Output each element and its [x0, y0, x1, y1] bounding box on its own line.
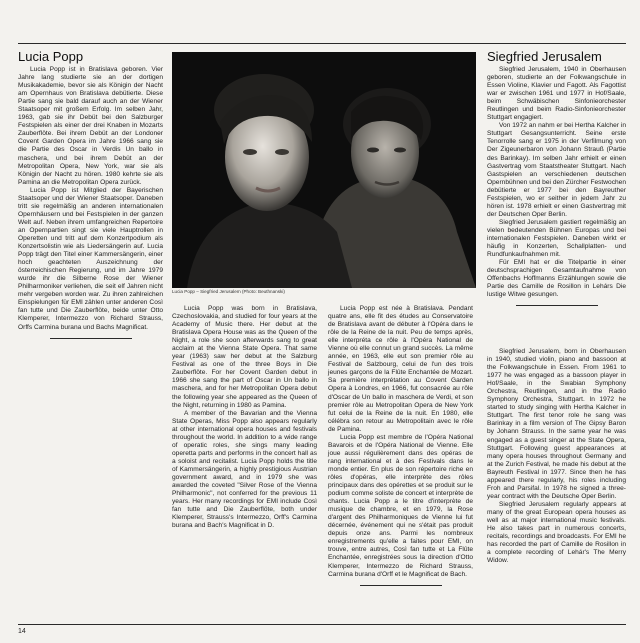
- paragraph: Lucia Popp ist in Bratislava geboren. Vier Jahre lang studierte sie an der dortigen Musikakademie, bevor sie als Königin der Nacht am Opernhaus von Bratislava debütierte. Diese Partie sang sie bald darauf auch an der Wiener Staatsoper mit großem Erfolg. Im selben Jahr, 1963, gab sie ihr Debüt bei den Salzburger Festspielen als einer der drei Knaben in Mozarts Zauberflöte. Bei ihrem Debüt an der Londoner Covent Garden Opera im Jahre 1966 sang sie die Partie des Oscar in Verdis Un ballo in maschera, und bei ihrem Debüt an der Metropolitan Opera, New York, war sie als Königin der Nacht zu hören. 1980 kehrte sie als Pamina an die Metropolitan Opera zurück.: [18, 66, 163, 186]
- paragraph: Siegfried Jerusalem gastiert regelmäßig an vielen bedeutenden Bühnen Europas und bei internationalen Festspielen. Daneben wirkt er häufig in Konzerten, Schallplatten- und Rundfunkaufnahmen mit.: [487, 218, 626, 259]
- bottom-rule: [18, 624, 626, 625]
- paragraph: Lucia Popp was born in Bratislava, Czechoslovakia, and studied for four years at the Academy of Music there. Her debut at the Bratislava Opera House was as the Queen of the Night, a role she soon afterwards sang to great acclaim at the Vienna State Opera. That same year (1963) saw her debut at the Salzburg Festival as one of the three Boys in Die Zauberflöte. For her Covent Garden debut in 1966 she sang the part of Oscar in Un ballo in maschera, and for her Metropolitan Opera debut the following year she appeared as the Queen of the Night, returning in 1980 as Pamina.: [172, 305, 317, 409]
- section-divider: [516, 305, 598, 306]
- heading-siegfried-jerusalem: Siegfried Jerusalem: [487, 49, 602, 64]
- paragraph: Siegfried Jerusalem, 1940 in Oberhausen geboren, studierte an der Folkwangschule in Essen Violine, Klavier und Fagott. Als Fagottist war er zwischen 1961 und 1977 in Hof/Saale, beim Schwäbischen Sinfonieorchester Reutlingen und beim Radio-Sinfonieorchester Stuttgart engagiert.: [487, 66, 626, 122]
- paragraph: Lucia Popp est membre de l'Opéra National Bavarois et de l'Opéra National de Vienne. Elle joue aussi régulièrement dans des opéras de rang international et à des Festivals dans le monde entier. En plus de son répertoire riche en rôles d'opéras, elle interprète des rôles principaux dans des opérettes et se produit sur le podium comme soliste de concert et interprète de chants. Lucia Popp a le titre d'interprète de musique de chambre, et en 1979, la Rose d'argent des Philharmoniques de Vienne lui fut décernée, événement qui ne s'était pas produit depuis onze ans. Parmi les nombreux enregistrements qu'elle a faites pour EMI, on trouve, entre autres, Così fan tutte et La Flûte Enchantée, enregistrées sous la direction d'Otto Klemperer, Intermezzo de Richard Strauss, Carmina burana d'Orff et le Magnificat de Bach.: [328, 433, 473, 578]
- portrait-photo: [172, 52, 476, 288]
- top-rule: [18, 43, 626, 44]
- section-divider: [50, 338, 132, 339]
- paragraph: Siegfried Jerusalem, born in Oberhausen in 1940, studied violin, piano and bassoon at the Folkwangschule in Essen. From 1961 to 1977 he was engaged as a bassoon player in Hof/Saale, in the Swabian Symphony Orchestra, Reutlingen, and in the Radio Symphony Orchestra, Stuttgart. In 1972 he started to study singing with Hertha Kalcher in Stuttgart. The first tenor role he sang was Barinkay in a film version of The Gipsy Baron by Johann Strauss. In the same year he was engaged as a guest singer at the State Opera, Stuttgart. Following guest appearances at many opera houses throughout Germany and at the Zurich Festival, he made his debut at the Bayreuth Festival in 1977. Since then he has appeared there regularly, his roles including Froh and Parsifal. In 1978 he signed a three-year contract with the Deutsche Oper Berlin.: [487, 348, 626, 500]
- column-english-popp: [172, 305, 317, 530]
- column-english-jerusalem: [487, 348, 626, 565]
- paragraph: Von 1972 an nahm er bei Hertha Kalcher in Stuttgart Gesangsunterricht. Seine erste Tenorrolle sang er 1975 in der Verfilmung von Der Zigeunerbaron von Johann Strauß (Partie des Barinkay). Im selben Jahr erhielt er einen Gastvertrag vom Staatstheater Stuttgart. Nach Gastspielen an verschiedenen deutschen Opernbühnen und bei den Zürcher Festwochen debütierte er 1977 bei den Bayreuther Festspielen, wo er seither in jedem Jahr zu hören ist. 1978 erhielt er einen Gastvertrag mit der Deutschen Oper Berlin.: [487, 122, 626, 218]
- column-german-popp: [18, 66, 163, 339]
- column-french-popp: [328, 305, 473, 586]
- section-divider: [360, 585, 442, 586]
- portrait-photo-illustration: [172, 52, 476, 288]
- paragraph: Lucia Popp ist Mitglied der Bayerischen Staatsoper und der Wiener Staatsoper. Daneben tritt sie regelmäßig an anderen internationalen Opernhäusern und bei Festspielen in der ganzen Welt auf. Neben ihrem umfangreichen Repertoire an Opernpartien singt sie viele Hauptrollen in Operetten und tritt auf dem Konzertpodium als Konzertsolistin wie als Liedersängerin auf. Lucia Popp trägt den Titel einer Kammersängerin, einer hoch geachteten Auszeichnung der österreichischen Regierung, und im Jahre 1979 wurde ihr die Silberne Rose der Wiener Philharmoniker verliehen, die seit elf Jahren nicht mehr vergeben worden war. Zu ihren zahlreichen Einspielungen für EMI zählen unter anderen Così fan tutte und Die Zauberflöte, beide unter Otto Klemperer, Intermezzo von Richard Strauss, Orffs Carmina burana und Bachs Magnificat.: [18, 186, 163, 331]
- heading-lucia-popp: Lucia Popp: [18, 49, 84, 64]
- photo-caption: Lucia Popp – Siegfried Jerusalem (Photo: Beuthnanski): [172, 289, 285, 294]
- paragraph: A member of the Bavarian and the Vienna State Operas, Miss Popp also appears regularly at other international opera houses and festivals throughout the world. In addition to a wide range of operatic roles, she sings many leading operetta parts and performs in the concert hall as a soloist and recitalist. Lucia Popp holds the title of Kammersängerin, a highly prestigious Austrian government award, and in 1979 she was awarded the coveted "Silver Rose of the Vienna Philharmonic", not conferred for the previous 11 years. Her many recordings for EMI include Così fan tutte and Die Zauberflöte, both under Klemperer, Strauss's Intermezzo, Orff's Carmina burana and Bach's Magnificat in D.: [172, 409, 317, 530]
- page-number: 14: [18, 628, 26, 635]
- column-german-jerusalem: [487, 66, 626, 306]
- paragraph: Siegfried Jerusalem regularly appears at many of the great European opera houses as well as at major international music festivals. He also takes part in numerous concerts, recitals, recordings and broadcasts. For EMI he has recorded the part of Camille de Rosillon in a complete recording of Lehár's The Merry Widow.: [487, 500, 626, 565]
- paragraph: Für EMI hat er die Titelpartie in einer deutschsprachigen Gesamtaufnahme von Offenbachs Hoffmanns Erzählungen sowie die Partie des Camille de Rosillon in Lehárs Die lustige Witwe gesungen.: [487, 259, 626, 299]
- paragraph: Lucia Popp est née à Bratislava. Pendant quatre ans, elle fit des études au Conservatoire de Bratislava avant de débuter à l'Opéra dans le rôle de la Reine de la nuit. Peu de temps après, elle interpréta ce rôle à l'Opéra National de Vienne où elle connut un grand succès. La même année, en 1963, elle eut son premier rôle au Festival de Salzbourg, celui de l'un des trois jeunes garçons de la Flûte Enchantée de Mozart. Sa première interprétation au Covent Garden Opera à Londres, en 1966, fut consacrée au rôle d'Oscar de Un ballo in maschera de Verdi, et son premier rôle au Metropolitan Opera de New York fut celui de la Reine de la nuit. En 1980, elle célébra son retour au Metropolitain avec le rôle de Pamina.: [328, 305, 473, 433]
